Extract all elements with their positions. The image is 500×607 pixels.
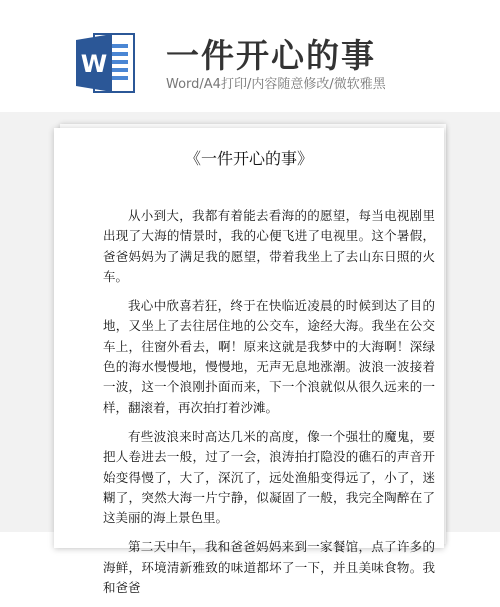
essay-title: 《一件开心的事》 [184, 149, 313, 168]
header-banner [0, 0, 500, 112]
paragraph: 从小到大，我都有着能去看海的的愿望，每当电视剧里出现了大海的情景时，我的心便飞进了电视里。这个暑假，爸爸妈妈为了满足我的愿望，带着我坐上了去山东日照的火车。 [103, 208, 435, 284]
logo-letter: W [80, 50, 108, 78]
banner-title: 一件开心的事 [166, 36, 376, 75]
paragraph: 我心中欣喜若狂，终于在快临近凌晨的时候到达了目的地，又坐上了去往居住地的公交车，途经大海。我坐在公交车上，往窗外看去，啊！原来这就是我梦中的大海啊！深绿色的海水慢慢地，慢慢地，无声无息地涨潮。波浪一波接着一波，这一个浪刚扑面而来，下一个浪就似从很久远来的一样，翻滚着，再次拍打着沙滩。 [103, 298, 435, 415]
paragraph: 第二天中午，我和爸爸妈妈来到一家餐馆，点了许多的海鲜，环境清新雅致的味道都坏了一下，并且美味食物。我和爸爸 [103, 539, 435, 596]
word-logo-icon [74, 30, 136, 96]
document-page [54, 128, 444, 596]
banner-subtitle: Word/A4打印/内容随意修改/微软雅黑 [166, 77, 386, 92]
essay-body [103, 206, 435, 607]
paragraph: 有些波浪来时高达几米的高度，像一个强壮的魔鬼，要把人卷进去一般，过了一会，浪涛拍打隐没的礁石的声音开始变得慢了，大了，深沉了，远处渔船变得远了，小了，迷糊了，突然大海一片宁静，似凝固了一般，我完全陶醉在了这美丽的海上景色里。 [103, 428, 435, 526]
